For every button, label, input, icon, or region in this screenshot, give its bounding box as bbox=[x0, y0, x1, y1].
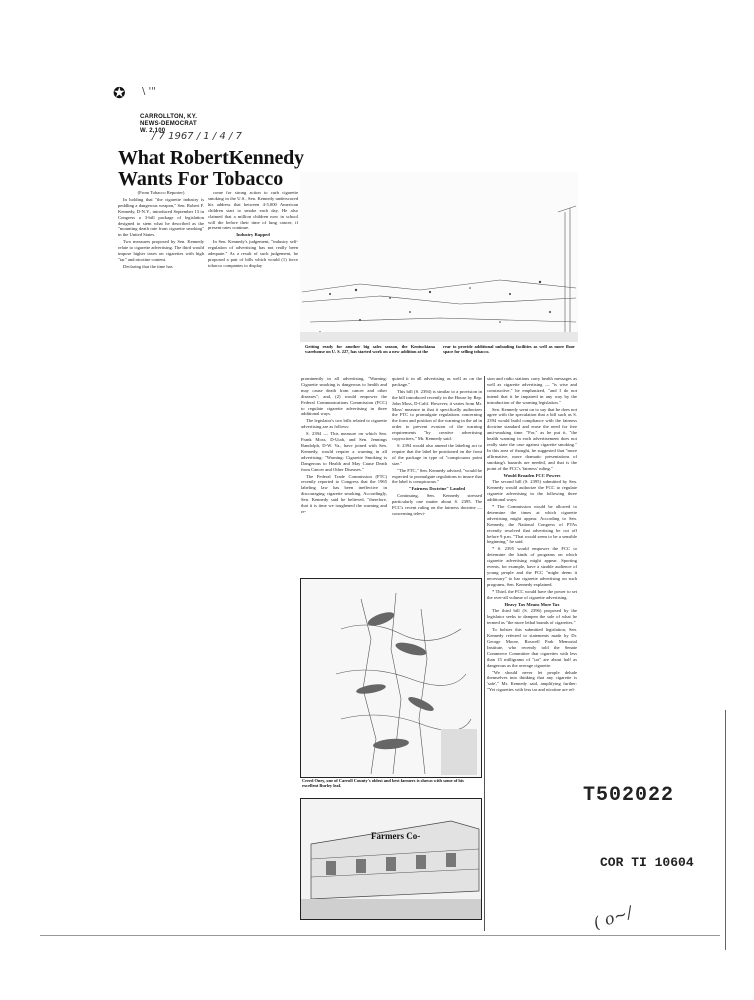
article-lead-column-1 bbox=[118, 190, 204, 316]
lead-1-para: Two measures proposed by Sen. Kennedy relate to cigarette advertising. The third would impose higher taxes on cigarettes with high "tar" and nicotine content. bbox=[118, 239, 204, 262]
subhead: Heavy Tax Means More Tax bbox=[504, 601, 560, 607]
handwritten-note: ( o~/ bbox=[591, 902, 635, 933]
col-c-para: * Third, the FCC would have the power to set the over-all volume of cigarette advertising. bbox=[487, 588, 577, 600]
co-op-building-photo bbox=[300, 798, 482, 920]
col-c-para: To bolster this submitted legislation, Sen. Kennedy referred to statements made by Dr. George Moore, Roswell Park Memorial Institute, who recently told the Senate Commerce Committee that cigarettes with less than 15 milligrams of "tar" are about half as dangerous as the average cigarette. bbox=[487, 627, 577, 668]
cor-code: COR TI 10604 bbox=[600, 855, 694, 870]
col-c-para: Sen. Kennedy went on to say that he does not agree with the speculation that a bill such as S. 2394 would build compliance with the fairness doctrine standard and erase the need for free anti-smoking time. "For," as he put it, "the health warning in each advertisement does not really state the case against cigarette smoking." In this area of thought, he suggested that "more affirmative, more dramatic presentations of smoking's hazards are needed, and that is the point of the FCC's 'fairness' ruling." bbox=[487, 406, 577, 471]
lead-2-para: come for strong action to curb cigarette smoking in the U.S., Sen. Kennedy underscored his address that between 4-5,000 American children start to smoke each day. He also claimed that a million children now in school will die before their time of lung cancer, if present rates continue. bbox=[208, 190, 298, 231]
article-column-c bbox=[487, 376, 577, 931]
headline-line-2: Wants For Tobacco bbox=[118, 168, 284, 190]
column-divider bbox=[484, 376, 485, 931]
col-c-para: sion and radio stations carry health messages as well as cigarette advertising — "is wise and constructive," he emphasized, "and I do not intend that it be impaired in any way by the introduction of the warning legislation." bbox=[487, 376, 577, 405]
clipping-place: CARROLLTON, KY. bbox=[140, 114, 198, 120]
lead-1-para: (From Tobacco Reporter) bbox=[137, 190, 185, 195]
warehouse-caption-left: Getting ready for another big sales season, the Kentuckiana warehouse on U. S. 227, has started work on a new addition at the bbox=[305, 344, 435, 355]
handwritten-initials: \ '" bbox=[142, 86, 156, 97]
co-op-sign-text: Farmers Co- bbox=[371, 831, 421, 841]
headline-line-1: What RobertKennedy bbox=[118, 147, 304, 169]
article-lead-column-2 bbox=[208, 190, 298, 316]
col-c-para: * The Commission would be allowed to determine the times at which cigarette advertising might appear. According to Sen. Kennedy, the National Congress of PTAs recently resolved that advertising be cut off before 9 p.m. "That would seem to be a sensible beginning," he said. bbox=[487, 504, 577, 545]
warehouse-caption-right: rear to provide additional unloading facilities as well as more floor space for selling tobacco. bbox=[443, 344, 575, 355]
subhead: Would Broaden FCC Powers bbox=[503, 472, 561, 478]
col-c-para: The third bill (S. 2396) proposed by the legislator seeks to dampen the sale of what he termed as "the more lethal brands of cigarettes." bbox=[487, 608, 577, 626]
subhead: Industry Rapped bbox=[236, 232, 270, 238]
handwritten-date: / 7 1967 / 1 / 4 / 7 bbox=[152, 131, 242, 142]
article-column-b bbox=[392, 376, 482, 576]
scan-bottom-line bbox=[40, 935, 720, 936]
warehouse-photo bbox=[300, 172, 578, 342]
col-a-para: The Federal Trade Commission (FTC) recently reported to Congress that the 1965 labeling law has been ineffective in discouraging cigarette smoking. Accordingly, Sen. Kennedy said he believed, "therefore, that it is time we toughened the warning and re- bbox=[301, 473, 387, 514]
farmer-image bbox=[301, 579, 481, 777]
col-b-para: This bill (S. 2394) is similar to a provision in the bill introduced recently in the House by Rep. John Moss, D-Calif. However, it varies from Mr. Moss' measure in that it specifically authorizes the FTC to promulgate regulations concerning the form and position of the warning in the ad in order to prevent evasion of the warning requirements "by creative advertising copywriters," Mr. Kennedy said. bbox=[392, 388, 482, 442]
col-b-para: "The FTC," Sen. Kennedy advised, "would be expected to promulgate regulations to insure that the label is conspicuous." bbox=[392, 467, 482, 485]
lead-2-para: In Sen. Kennedy's judgement, "industry self-regulation of advertising has not really been adequate." As a result of such judgement, he proposed a pair of bills which would (1) force tobacco companies to display bbox=[208, 239, 298, 268]
clipping-circulation: W. 2,100 bbox=[140, 128, 166, 134]
subhead: "Fairness Doctrine" Lauded bbox=[408, 486, 466, 492]
col-c-para: * S. 2395 would empower the FCC to determine the kinds of programs on which cigarette advertising might appear. Sporting events, for example, have a sizable audience of young people and the FCC "might deem it necessary" to bar cigarette advertising on such programs, Sen. Kennedy explained. bbox=[487, 546, 577, 587]
scan-edge-line bbox=[725, 710, 726, 950]
col-b-para: S. 2394 would also amend the labeling act to require that the label be positioned on the front of the package in type of "conspicuous point size." bbox=[392, 442, 482, 466]
lead-1-para: Declaring that the time has bbox=[123, 263, 173, 269]
farmer-photo bbox=[300, 578, 482, 778]
col-a-para: prominently in all advertising, "Warning: Cigarette smoking is dangerous to health and may cause death from cancer and other diseases"; and, (2) would empower the Federal Communications Commission (FCC) to regulate cigarette advertising in three additional ways. bbox=[301, 376, 387, 417]
warehouse-image bbox=[300, 172, 578, 342]
clipping-paper: NEWS-DEMOCRAT bbox=[140, 121, 197, 127]
col-c-para: "We should never let people delude themselves into thinking that any cigarette is 'safe'," Mr. Kennedy said, amplifying further: "Yet cigarettes with less tar and nicotine are rel- bbox=[487, 669, 577, 693]
farmer-caption: Creed Oney, one of Carroll County's oldest and best farmers is shown with some of his excellent Burley leaf. bbox=[302, 778, 464, 789]
emblem-icon: ✪ bbox=[113, 86, 126, 102]
col-c-para: The second bill (S. 2395) submitted by Sen. Kennedy would authorize the FCC to regulate cigarette advertising in the following three additional ways: bbox=[487, 479, 577, 503]
col-a-para: The legislator's two bills related to cigarette advertising are as follows: bbox=[301, 418, 387, 430]
lead-1-para: In holding that "the cigarette industry is peddling a dangerous weapon," Sen. Robert F. Kennedy, D-N.Y., introduced September 13 in Congress a 3-bill package of legislation designed to stem what he described as the "mounting death rate from cigarette smoking" in the United States. bbox=[118, 196, 204, 238]
article-column-a bbox=[301, 376, 387, 576]
co-op-building-image bbox=[301, 799, 481, 919]
document-number: T502022 bbox=[583, 784, 675, 807]
col-b-para: Continuing, Sen. Kennedy stressed particularly one matter about S. 2395. The FCC's recent ruling on the fairness doctrine — concerning televi- bbox=[392, 493, 482, 516]
col-b-para: quired it in all advertising as well as on the package." bbox=[392, 376, 482, 387]
col-a-para: S. 2394 — This measure on which Sen. Frank Moss, D-Utah, and Sen. Jennings Randolph, D-W. Va., have joined with Sen. Kennedy, would require a warning in all advertising: "Warning: Cigarette Smoking is Dangerous to Health and May Cause Death from Cancer and Other Diseases." bbox=[301, 431, 387, 472]
